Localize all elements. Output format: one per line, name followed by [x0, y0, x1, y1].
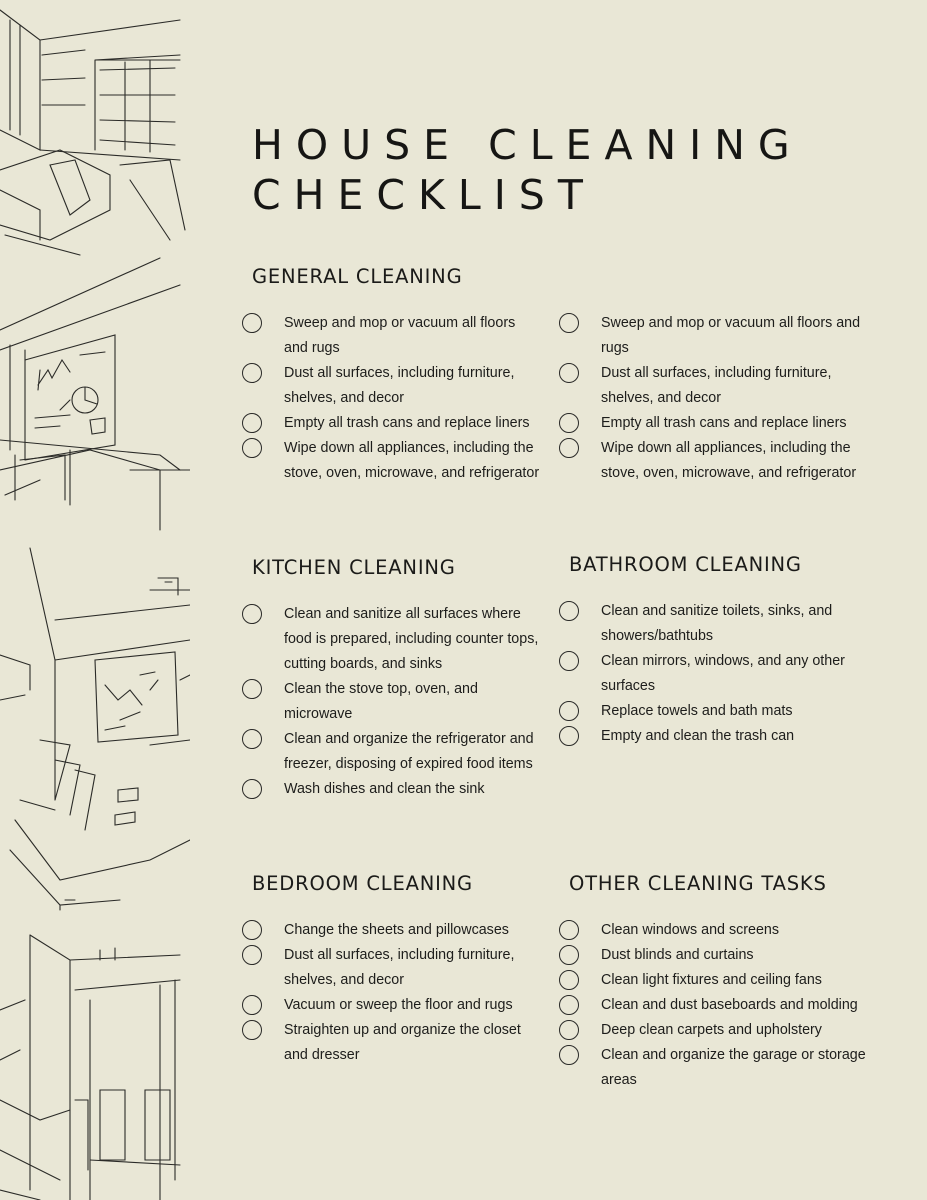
checkbox-circle[interactable]: [559, 601, 579, 621]
checkbox-circle[interactable]: [559, 651, 579, 671]
item-text: Clean and organize the refrigerator and freezer, disposing of expired food items: [284, 731, 534, 772]
item-text: Clean and dust baseboards and molding: [601, 997, 858, 1013]
kitchen-cleaning-section: [252, 556, 542, 802]
checklist-item: [252, 918, 542, 943]
item-text: Clean and organize the garage or storage areas: [601, 1047, 866, 1088]
checkbox-circle[interactable]: [559, 945, 579, 965]
other-cleaning-heading: OTHER CLEANING TASKS: [569, 872, 827, 895]
kitchen-cleaning-heading: KITCHEN CLEANING: [252, 556, 456, 579]
item-text: Clean and sanitize all surfaces where food is prepared, including counter tops, cutting boards, and sinks: [284, 606, 539, 672]
kitchen-cleaning-list: [252, 602, 542, 802]
checkbox-circle[interactable]: [242, 945, 262, 965]
checkbox-circle[interactable]: [242, 438, 262, 458]
checklist-item: [252, 602, 542, 677]
checklist-item: [252, 993, 542, 1018]
bedroom-cleaning-heading: BEDROOM CLEANING: [252, 872, 473, 895]
checklist-item: [569, 311, 869, 361]
checkbox-circle[interactable]: [242, 604, 262, 624]
checklist-item: [569, 918, 869, 943]
title-line-2: CHECKLIST: [252, 171, 596, 219]
item-text: Empty all trash cans and replace liners: [284, 415, 530, 431]
checklist-item: [569, 699, 869, 724]
bathroom-cleaning-heading: BATHROOM CLEANING: [569, 553, 802, 576]
checklist-item: [569, 649, 869, 699]
item-text: Sweep and mop or vacuum all floors and rugs: [284, 315, 516, 356]
item-text: Dust all surfaces, including furniture, shelves, and decor: [284, 365, 515, 406]
checklist-item: [569, 993, 869, 1018]
checkbox-circle[interactable]: [242, 413, 262, 433]
checklist-item: [569, 724, 869, 749]
bedroom-cleaning-section: [252, 872, 542, 1068]
item-text: Clean the stove top, oven, and microwave: [284, 681, 478, 722]
item-text: Wash dishes and clean the sink: [284, 781, 485, 797]
checkbox-circle[interactable]: [242, 920, 262, 940]
item-text: Change the sheets and pillowcases: [284, 922, 509, 938]
general-cleaning-section: [252, 265, 542, 486]
checkbox-circle[interactable]: [559, 438, 579, 458]
checklist-item: [252, 677, 542, 727]
checklist-item: [252, 777, 542, 802]
general-cleaning-repeat-list: [569, 311, 869, 486]
checkbox-circle[interactable]: [242, 313, 262, 333]
checkbox-circle[interactable]: [242, 995, 262, 1015]
title-line-1: HOUSE CLEANING: [252, 121, 803, 169]
checklist-item: [569, 968, 869, 993]
other-cleaning-list: [569, 918, 869, 1093]
item-text: Dust blinds and curtains: [601, 947, 754, 963]
checklist-item: [569, 411, 869, 436]
checklist-item: [252, 411, 542, 436]
item-text: Vacuum or sweep the floor and rugs: [284, 997, 513, 1013]
checkbox-circle[interactable]: [559, 413, 579, 433]
checklist-item: [569, 1018, 869, 1043]
checklist-item: [569, 943, 869, 968]
checklist-item: [569, 361, 869, 411]
checklist-item: [252, 361, 542, 411]
item-text: Sweep and mop or vacuum all floors and rugs: [601, 315, 861, 356]
checkbox-circle[interactable]: [242, 363, 262, 383]
item-text: Empty all trash cans and replace liners: [601, 415, 847, 431]
checkbox-circle[interactable]: [559, 920, 579, 940]
architectural-sketch-icon: [0, 0, 190, 1200]
bathroom-cleaning-list: [569, 599, 869, 749]
checklist-item: [252, 436, 542, 486]
checklist-item: [252, 311, 542, 361]
checkbox-circle[interactable]: [559, 995, 579, 1015]
item-text: Clean windows and screens: [601, 922, 780, 938]
checkbox-circle[interactable]: [559, 701, 579, 721]
general-cleaning-list: [252, 311, 542, 486]
checkbox-circle[interactable]: [242, 729, 262, 749]
item-text: Empty and clean the trash can: [601, 728, 795, 744]
checkbox-circle[interactable]: [559, 1045, 579, 1065]
checklist-item: [569, 436, 869, 486]
item-text: Wipe down all appliances, including the stove, oven, microwave, and refrigerator: [601, 440, 857, 481]
item-text: Clean light fixtures and ceiling fans: [601, 972, 822, 988]
item-text: Deep clean carpets and upholstery: [601, 1022, 822, 1038]
checkbox-circle[interactable]: [559, 363, 579, 383]
page-title: [252, 120, 803, 220]
checklist-item: [569, 599, 869, 649]
other-cleaning-section: [569, 872, 869, 1093]
general-cleaning-heading: GENERAL CLEANING: [252, 265, 463, 288]
checkbox-circle[interactable]: [559, 313, 579, 333]
general-cleaning-repeat-section: [569, 311, 869, 486]
item-text: Replace towels and bath mats: [601, 703, 793, 719]
checklist-item: [252, 943, 542, 993]
checkbox-circle[interactable]: [242, 679, 262, 699]
bathroom-cleaning-section: [569, 553, 869, 749]
checkbox-circle[interactable]: [242, 779, 262, 799]
item-text: Wipe down all appliances, including the stove, oven, microwave, and refrigerator: [284, 440, 540, 481]
item-text: Dust all surfaces, including furniture, shelves, and decor: [284, 947, 515, 988]
checklist-item: [252, 727, 542, 777]
checklist-item: [252, 1018, 542, 1068]
item-text: Dust all surfaces, including furniture, shelves, and decor: [601, 365, 832, 406]
item-text: Clean and sanitize toilets, sinks, and showers/bathtubs: [601, 603, 833, 644]
checkbox-circle[interactable]: [559, 970, 579, 990]
item-text: Straighten up and organize the closet and dresser: [284, 1022, 521, 1063]
checklist-item: [569, 1043, 869, 1093]
checkbox-circle[interactable]: [559, 726, 579, 746]
item-text: Clean mirrors, windows, and any other surfaces: [601, 653, 845, 694]
checkbox-circle[interactable]: [242, 1020, 262, 1040]
checkbox-circle[interactable]: [559, 1020, 579, 1040]
bedroom-cleaning-list: [252, 918, 542, 1068]
